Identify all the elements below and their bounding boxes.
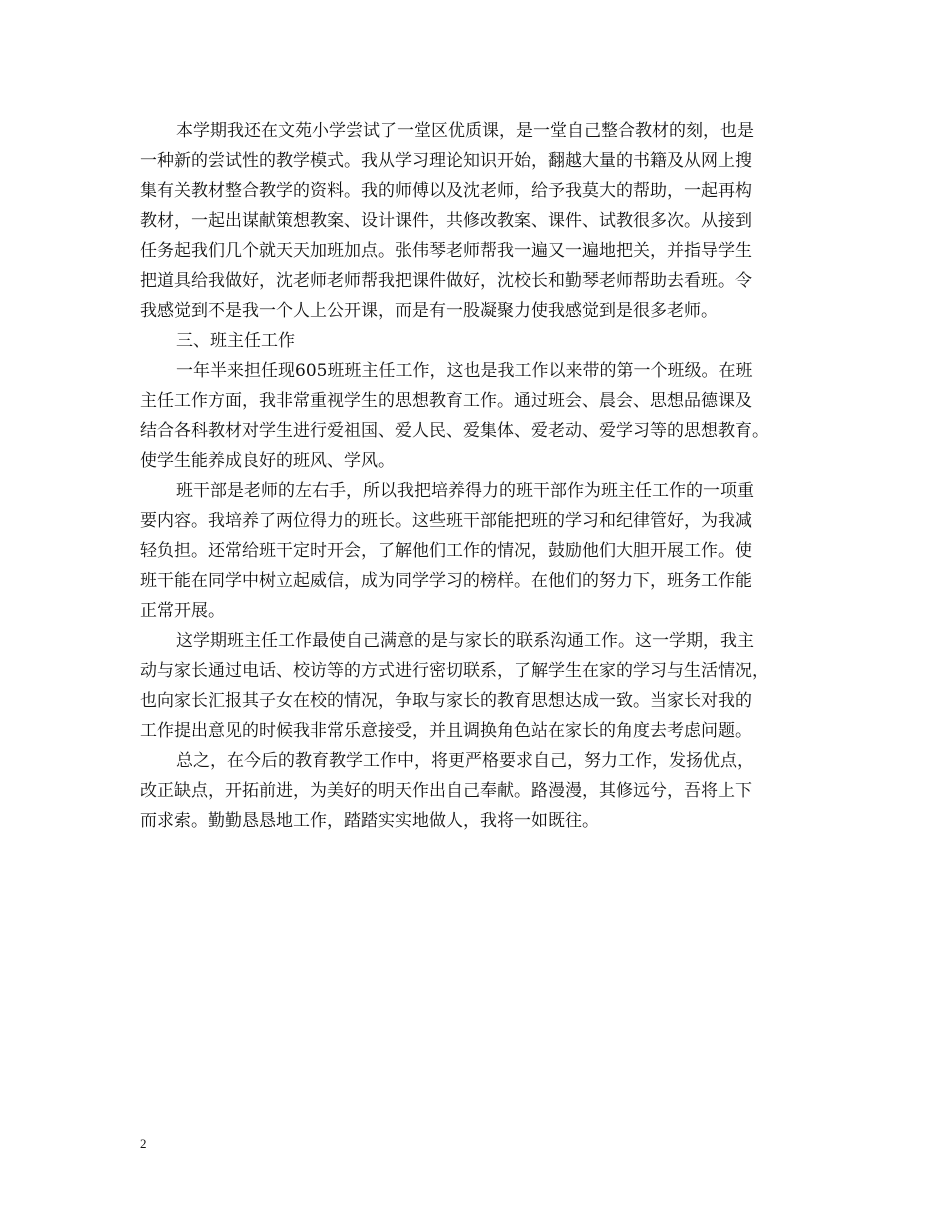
text-line: 动与家长通过电话、校访等的方式进行密切联系，了解学生在家的学习与生活情况， <box>140 661 769 681</box>
text-line: 而求索。勤勤恳恳地工作，踏踏实实地做人，我将一如既往。 <box>140 811 599 831</box>
page-number: 2 <box>140 1136 147 1151</box>
text-line: 班干能在同学中树立起威信，成为同学学习的榜样。在他们的努力下，班务工作能 <box>140 571 752 591</box>
text-line: 总之，在今后的教育教学工作中，将更严格要求自己，努力工作，发扬优点， <box>176 751 754 771</box>
section-heading: 三、班主任工作 <box>176 331 295 351</box>
body-text <box>140 116 820 836</box>
text-line: 改正缺点，开拓前进，为美好的明天作出自己奉献。路漫漫，其修远兮，吾将上下 <box>140 781 752 801</box>
text-line: 一年半来担任现605班班主任工作，这也是我工作以来带的第一个班级。在班 <box>176 361 753 381</box>
text-line: 结合各科教材对学生进行爱祖国、爱人民、爱集体、爱老动、爱学习等的思想教育。 <box>140 421 769 441</box>
text-line: 把道具给我做好，沈老师老师帮我把课件做好，沈校长和勤琴老师帮助去看班。令 <box>140 271 752 291</box>
text-line: 班干部是老师的左右手，所以我把培养得力的班干部作为班主任工作的一项重 <box>176 481 754 501</box>
text-line: 主任工作方面，我非常重视学生的思想教育工作。通过班会、晨会、思想品德课及 <box>140 391 752 411</box>
text-line: 本学期我还在文苑小学尝试了一堂区优质课，是一堂自己整合教材的刻，也是 <box>176 121 754 141</box>
text-line: 教材，一起出谋献策想教案、设计课件，共修改教案、课件、试教很多次。从接到 <box>140 211 752 231</box>
text-line: 我感觉到不是我一个人上公开课，而是有一股凝聚力使我感觉到是很多老师。 <box>140 301 718 321</box>
text-line: 要内容。我培养了两位得力的班长。这些班干部能把班的学习和纪律管好，为我减 <box>140 511 752 531</box>
text-line: 使学生能养成良好的班风、学风。 <box>140 451 395 471</box>
text-line: 工作提出意见的时候我非常乐意接受，并且调换角色站在家长的角度去考虑问题。 <box>140 721 752 741</box>
text-line: 集有关教材整合教学的资料。我的师傅以及沈老师，给予我莫大的帮助，一起再构 <box>140 181 752 201</box>
text-line: 轻负担。还常给班干定时开会，了解他们工作的情况，鼓励他们大胆开展工作。使 <box>140 541 752 561</box>
text-line: 也向家长汇报其子女在校的情况，争取与家长的教育思想达成一致。当家长对我的 <box>140 691 752 711</box>
text-line: 任务起我们几个就天天加班加点。张伟琴老师帮我一遍又一遍地把关，并指导学生 <box>140 241 752 261</box>
text-line: 正常开展。 <box>140 601 225 621</box>
text-line: 这学期班主任工作最使自己满意的是与家长的联系沟通工作。这一学期，我主 <box>176 631 754 651</box>
text-line: 一种新的尝试性的教学模式。我从学习理论知识开始，翻越大量的书籍及从网上搜 <box>140 151 752 171</box>
